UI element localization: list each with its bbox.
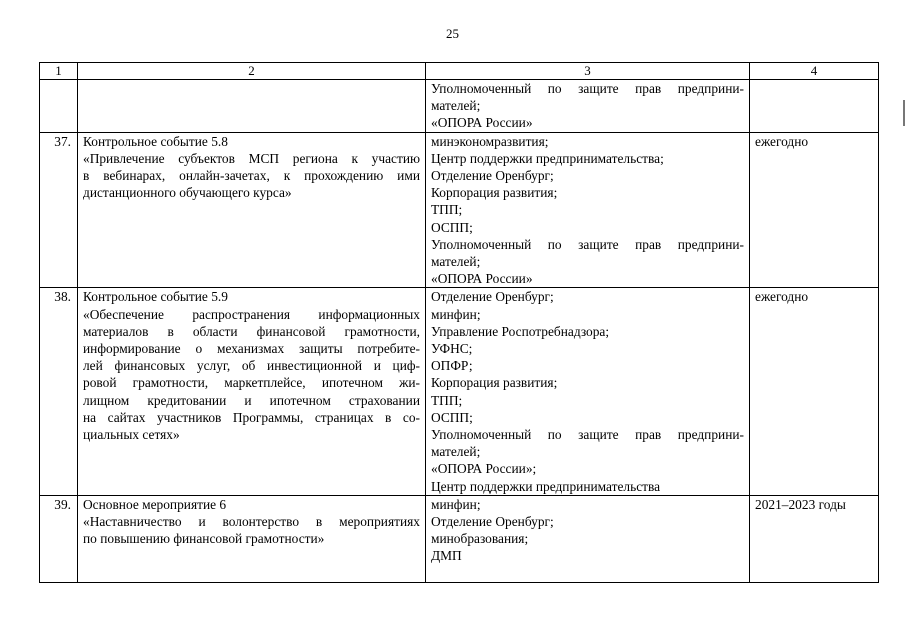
executor-line: Отделение Оренбург; <box>431 289 554 305</box>
executor-line: Отделение Оренбург; <box>431 168 554 184</box>
executor-line: ТПП; <box>431 392 463 408</box>
executor-line: Уполномоченный по защите прав предприни- <box>431 236 744 252</box>
executor-line: минфин; <box>431 496 481 512</box>
term-text: ежегодно <box>755 289 809 305</box>
row-number: 37. <box>40 132 78 288</box>
executors-cell <box>426 288 750 495</box>
executor-line: мателей; <box>431 98 481 114</box>
column-number-2: 2 <box>78 63 426 80</box>
table-row <box>40 132 879 288</box>
executor-line: Уполномоченный по защите прав предприни- <box>431 81 744 96</box>
description-line: дистанционного обучающего курса» <box>83 185 292 201</box>
table-row <box>40 495 879 582</box>
executors-cell <box>426 132 750 288</box>
description-line: лей финансовых услуг, об инвестиционной и циф- <box>83 358 420 374</box>
term-cell <box>750 288 879 495</box>
table-header-row <box>40 63 879 80</box>
description-line: в вебинарах, онлайн-зачетах, к прохождению ими <box>83 168 420 184</box>
executor-line: минфин; <box>431 306 481 322</box>
executor-line: минэкономразвития; <box>431 133 549 149</box>
term-cell <box>750 495 879 582</box>
description-line: циальных сетях» <box>83 427 180 443</box>
term-cell <box>750 80 879 133</box>
column-number-3: 3 <box>426 63 750 80</box>
description-line: материалов в области финансовой грамотности, <box>83 323 420 339</box>
table-row-continuation <box>40 80 879 133</box>
description-line: «Привлечение субъектов МСП региона к участию <box>83 150 420 166</box>
measures-table <box>39 62 879 583</box>
description-line: информирование о механизмах защиты потребите- <box>83 341 420 357</box>
executor-line: «ОПОРА России» <box>431 115 533 131</box>
term-cell <box>750 132 879 288</box>
executor-line: мателей; <box>431 254 481 270</box>
executor-line: Корпорация развития; <box>431 375 558 391</box>
measure-title: Контрольное событие 5.8 <box>83 133 228 149</box>
description-line: на сайтах участников Программы, страницах в со- <box>83 409 420 425</box>
table-row <box>40 288 879 495</box>
term-text: 2021–2023 годы <box>755 496 846 512</box>
executor-line: ОПФР; <box>431 358 473 374</box>
executor-line: ОСПП; <box>431 409 473 425</box>
executor-line: УФНС; <box>431 341 473 357</box>
page-number: 25 <box>446 26 459 41</box>
description-line: лищном кредитовании и ипотечном страховании <box>83 392 420 408</box>
executors-cell <box>426 495 750 582</box>
description-line: «Наставничество и волонтерство в мероприятиях <box>83 514 420 530</box>
executor-line: минобразования; <box>431 531 529 547</box>
executor-line: Центр поддержки предпринимательства; <box>431 150 664 166</box>
description-line: ровой грамотности, маркетплейсе, ипотечном жи- <box>83 375 420 391</box>
executor-line: ДМП <box>431 548 462 564</box>
executor-line: Уполномоченный по защите прав предприни- <box>431 427 744 443</box>
term-text: ежегодно <box>755 133 809 149</box>
executors-cell <box>426 80 750 133</box>
executor-line: «ОПОРА России» <box>431 271 533 287</box>
description-line: по повышению финансовой грамотности» <box>83 531 325 547</box>
executor-line: Отделение Оренбург; <box>431 514 554 530</box>
column-number-1: 1 <box>40 63 78 80</box>
measure-cell <box>78 288 426 495</box>
executor-line: Управление Роспотребнадзора; <box>431 323 610 339</box>
executor-line: Центр поддержки предпринимательства <box>431 478 661 494</box>
executor-line: ОСПП; <box>431 219 473 235</box>
measure-cell <box>78 80 426 133</box>
column-number-4: 4 <box>750 63 879 80</box>
measure-cell <box>78 132 426 288</box>
executor-line: «ОПОРА России»; <box>431 461 537 477</box>
executor-line: Корпорация развития; <box>431 185 558 201</box>
executor-line: мателей; <box>431 444 481 460</box>
description-line: «Обеспечение распространения информационных <box>83 306 420 322</box>
row-number: 39. <box>40 495 78 582</box>
executor-line: ТПП; <box>431 202 463 218</box>
measure-title: Основное мероприятие 6 <box>83 496 227 512</box>
row-number-cell <box>40 80 78 133</box>
row-number: 38. <box>40 288 78 495</box>
measure-cell <box>78 495 426 582</box>
measure-title: Контрольное событие 5.9 <box>83 289 228 305</box>
